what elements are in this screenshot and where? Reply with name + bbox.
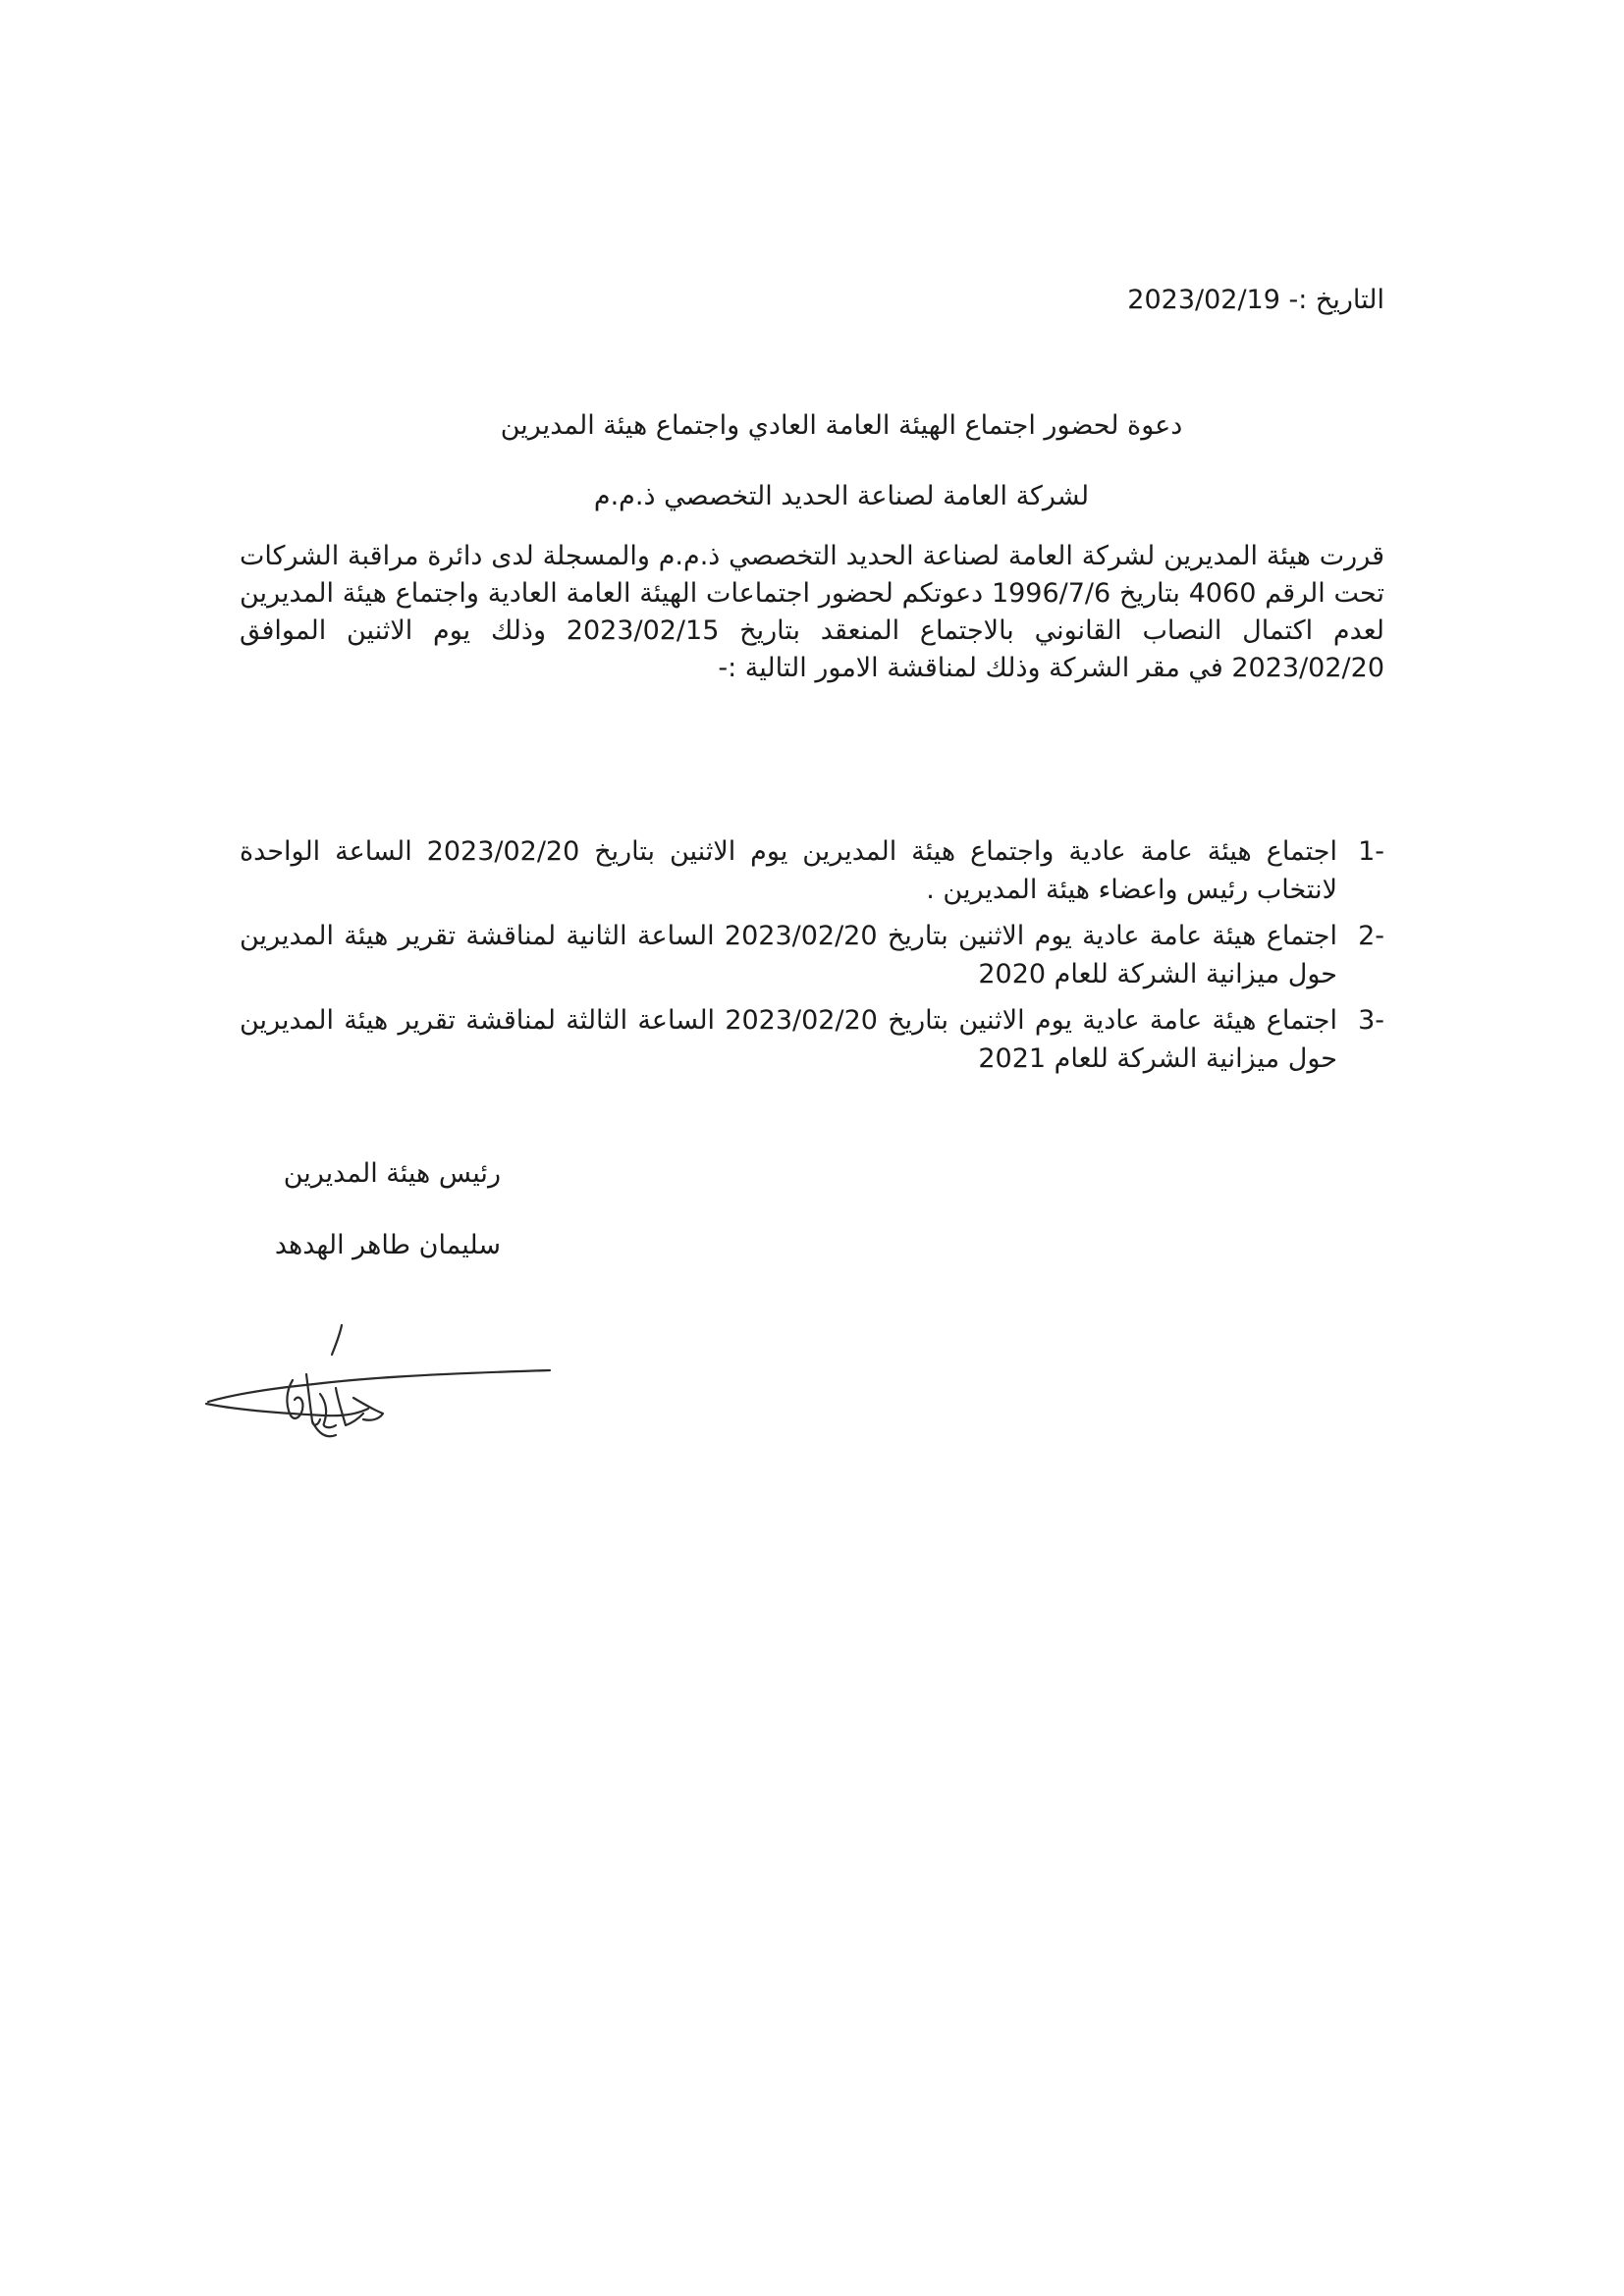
agenda-list [240, 832, 1384, 1086]
document-title: دعوة لحضور اجتماع الهيئة العامة العادي واجتماع هيئة المديرين [500, 410, 1183, 441]
agenda-item [240, 832, 1384, 909]
agenda-item-text: اجتماع هيئة عامة عادية واجتماع هيئة المديرين يوم الاثنين بتاريخ 2023/02/20 الساعة الواحدة لانتخاب رئيس واعضاء هيئة المديرين . [240, 836, 1337, 905]
intro-paragraph: قررت هيئة المديرين لشركة العامة لصناعة الحديد التخصصي ذ.م.م والمسجلة لدى دائرة مراقبة الشركات تحت الرقم 4060 بتاريخ 1996/7/6 دعوتكم لحضور اجتماعات الهيئة العامة العادية واجتماع هيئة المديرين لعدم اكتمال النصاب القانوني بالاجتماع المنعقد بتاريخ 2023/02/15 وذلك يوم الاثنين الموافق 2023/02/20 في مقر الشركة وذلك لمناقشة الامور التالية :- [240, 541, 1385, 683]
agenda-item-text: اجتماع هيئة عامة عادية يوم الاثنين بتاريخ 2023/02/20 الساعة الثانية لمناقشة تقرير هيئة المديرين حول ميزانية الشركة للعام 2020 [240, 921, 1337, 989]
agenda-item-text: اجتماع هيئة عامة عادية يوم الاثنين بتاريخ 2023/02/20 الساعة الثالثة لمناقشة تقرير هيئة المديرين حول ميزانية الشركة للعام 2021 [240, 1005, 1338, 1074]
agenda-item-number: 1- [1358, 836, 1384, 867]
signatory-name: سليمان طاهر الهدهد [274, 1230, 501, 1260]
document-date: التاريخ :- 2023/02/19 [1127, 285, 1384, 315]
signatory-title: رئيس هيئة المديرين [283, 1158, 501, 1189]
handwritten-signature-icon [196, 1315, 560, 1453]
agenda-item-number: 3- [1358, 1005, 1384, 1036]
agenda-item-number: 2- [1358, 921, 1384, 951]
agenda-item [240, 917, 1384, 993]
company-name-heading: لشركة العامة لصناعة الحديد التخصصي ذ.م.م [593, 481, 1090, 511]
agenda-item [240, 1001, 1384, 1078]
